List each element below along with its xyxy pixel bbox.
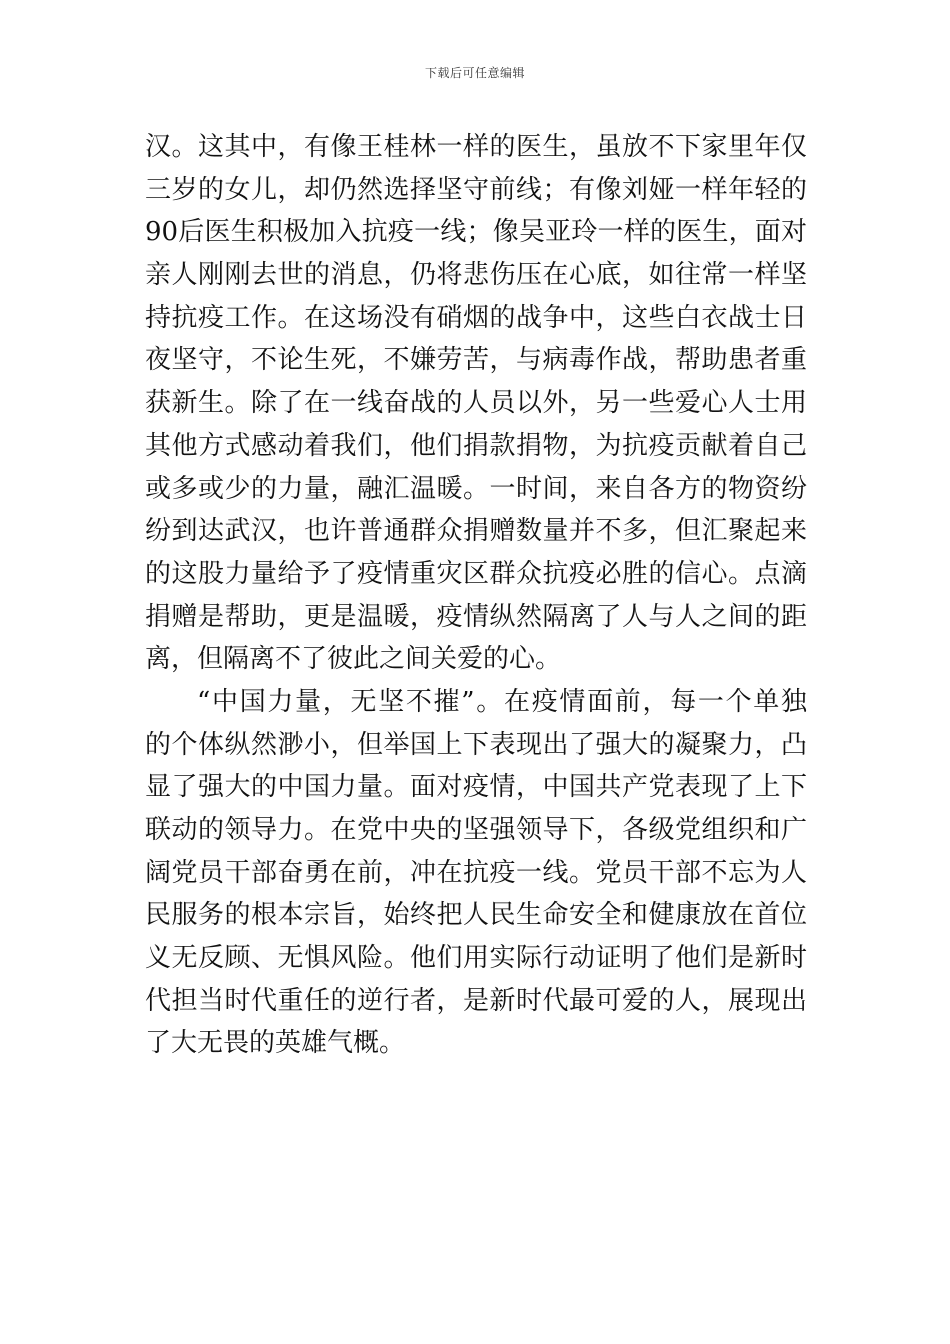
text-line: 了大无畏的英雄气概。: [145, 1028, 406, 1059]
text-line: 阔党员干部奋勇在前，冲在抗疫一线。党员干部不忘为人: [145, 857, 807, 888]
text-line: 义无反顾、无惧风险。他们用实际行动证明了他们是新时: [145, 943, 807, 974]
text-line: 亲人刚刚去世的消息，仍将悲伤压在心底，如往常一样坚: [145, 260, 807, 291]
text-line: 或多或少的力量，融汇温暖。一时间，来自各方的物资纷: [145, 473, 807, 504]
text-line: 三岁的女儿，却仍然选择坚守前线；有像刘娅一样年轻的: [145, 174, 807, 205]
body-text: [145, 126, 807, 1065]
text-line: 代担当时代重任的逆行者，是新时代最可爱的人，展现出: [145, 985, 807, 1016]
text-line: 90后医生积极加入抗疫一线；像吴亚玲一样的医生，面对: [145, 217, 807, 248]
text-line: 的个体纵然渺小，但举国上下表现出了强大的凝聚力，凸: [145, 729, 807, 760]
text-line: “中国力量，无坚不摧”。在疫情面前，每一个单独: [197, 686, 807, 717]
text-line: 持抗疫工作。在这场没有硝烟的战争中，这些白衣战士日: [145, 302, 807, 333]
text-line: 纷到达武汉，也许普通群众捐赠数量并不多，但汇聚起来: [145, 516, 807, 547]
text-line: 捐赠是帮助，更是温暖，疫情纵然隔离了人与人之间的距: [145, 601, 807, 632]
text-line: 联动的领导力。在党中央的坚强领导下，各级党组织和广: [145, 815, 807, 845]
page-header: 下载后可任意编辑: [424, 66, 525, 80]
text-line: 的这股力量给予了疫情重灾区群众抗疫必胜的信心。点滴: [145, 558, 807, 589]
text-line: 夜坚守，不论生死，不嫌劳苦，与病毒作战，帮助患者重: [145, 345, 807, 376]
text-line: 显了强大的中国力量。面对疫情，中国共产党表现了上下: [145, 772, 807, 803]
text-line: 汉。这其中，有像王桂林一样的医生，虽放不下家里年仅: [145, 132, 807, 162]
text-line: 离，但隔离不了彼此之间关爱的心。: [145, 644, 562, 675]
text-line: 获新生。除了在一线奋战的人员以外，另一些爱心人士用: [145, 388, 807, 419]
text-line: 其他方式感动着我们，他们捐款捐物，为抗疫贡献着自己: [145, 430, 807, 461]
text-line: 民服务的根本宗旨，始终把人民生命安全和健康放在首位: [145, 900, 807, 931]
